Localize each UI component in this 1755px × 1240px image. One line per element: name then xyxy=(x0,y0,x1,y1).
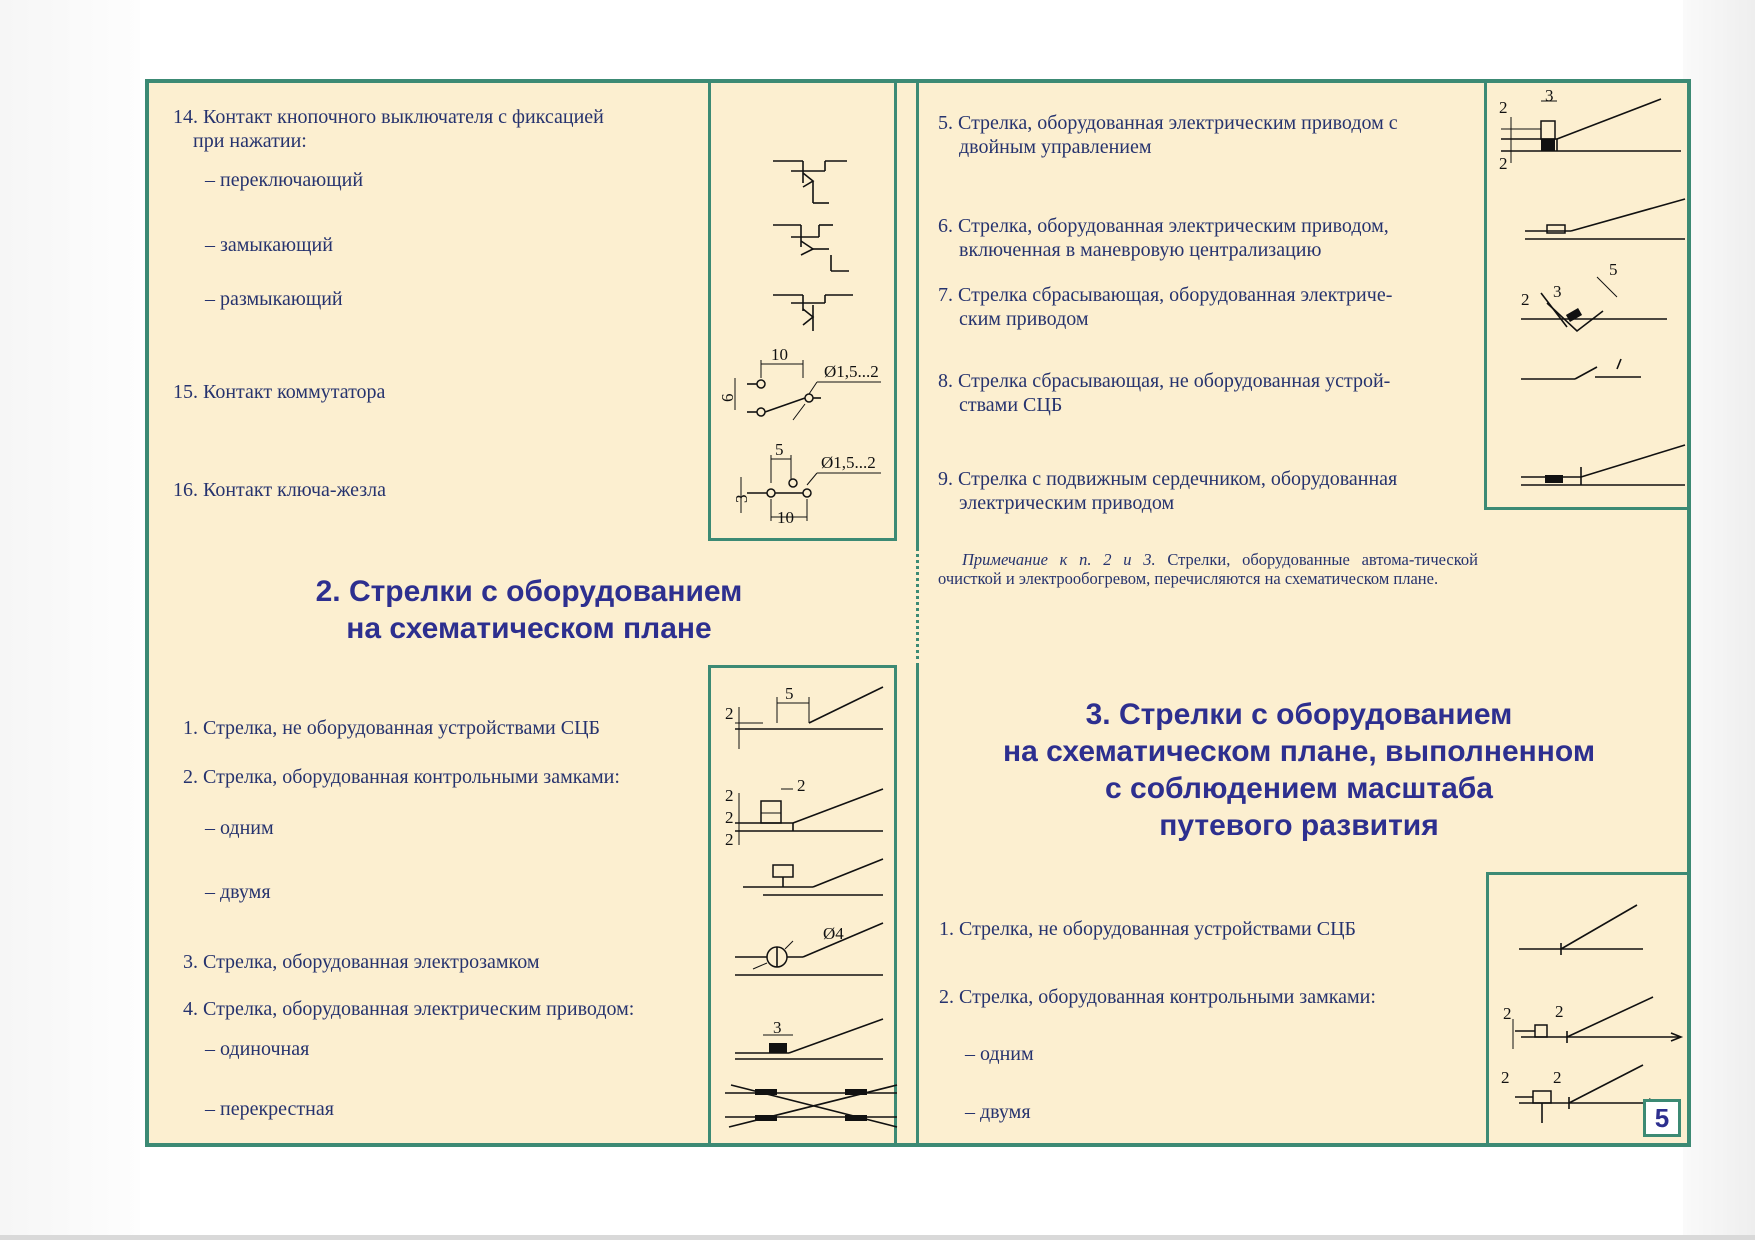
scaled-two-locks-label: – двумя xyxy=(965,1101,1031,1123)
lock1-dim-2b: 2 xyxy=(725,786,734,805)
scaled-lock2-dim-2b: 2 xyxy=(1553,1068,1562,1087)
derailer-drive-symbol xyxy=(1517,255,1687,330)
switching-contact-symbol xyxy=(773,157,863,207)
scaled-one-lock-label: – одним xyxy=(965,1043,1034,1065)
derailer-no-scb-symbol xyxy=(1521,355,1661,395)
item-7-line-1: 7. Стрелка сбрасывающая, оборудованная электриче- xyxy=(938,284,1393,306)
dim-3-label: 3 xyxy=(732,494,751,503)
switch-no-scb-label: 1. Стрелка, не оборудованная устройствами СЦБ xyxy=(183,717,601,739)
item-7-line-2: ским приводом xyxy=(959,308,1089,330)
two-locks-switch-symbol xyxy=(723,855,893,905)
switch1-dim-2: 2 xyxy=(725,704,734,723)
double-control-drive-symbol xyxy=(1497,86,1687,173)
section-2-title-line-1: 2. Стрелки с оборудованием xyxy=(315,575,743,608)
item-14-line-2: при нажатии: xyxy=(193,130,307,152)
item-5-line-2: двойным управлением xyxy=(959,136,1152,158)
switch1-dim-5: 5 xyxy=(785,684,794,703)
column-divider-bottom xyxy=(916,667,919,1147)
shunting-drive-symbol xyxy=(1521,197,1691,247)
double-drive-dim-3: 3 xyxy=(1545,86,1554,105)
document-page xyxy=(145,79,1691,1147)
switch-no-scb-symbol xyxy=(723,683,893,753)
one-lock-label: – одним xyxy=(205,817,274,839)
section-3-title-line-4: путевого развития xyxy=(1159,809,1439,842)
section-2-title xyxy=(269,573,789,647)
scaled-one-lock-symbol xyxy=(1501,995,1687,1055)
dim-6-label: 6 xyxy=(718,393,737,402)
electric-lock-dia: Ø4 xyxy=(823,924,844,943)
cross-drive-label: – перекрестная xyxy=(205,1098,334,1120)
derailer-dim-5: 5 xyxy=(1609,260,1618,279)
item-8-line-2: ствами СЦБ xyxy=(959,394,1063,416)
item-8-line-1: 8. Стрелка сбрасывающая, не оборудованная устрой- xyxy=(938,370,1391,392)
item-6-line-1: 6. Стрелка, оборудованная электрическим приводом, xyxy=(938,215,1389,237)
page-number: 5 xyxy=(1643,1099,1681,1137)
page-left-margin xyxy=(0,0,140,1240)
lock1-dim-2d: 2 xyxy=(725,830,734,849)
closing-contact-symbol xyxy=(773,221,873,277)
single-drive-switch-symbol xyxy=(723,1015,893,1065)
item-5-line-1: 5. Стрелка, оборудованная электрическим приводом с xyxy=(938,112,1398,134)
closing-contact-label: – замыкающий xyxy=(205,234,333,256)
derailer-dim-2: 2 xyxy=(1521,290,1530,309)
page-bottom-edge xyxy=(0,1235,1755,1240)
switch-electric-lock-label: 3. Стрелка, оборудованная электрозамком xyxy=(183,951,540,973)
scaled-lock2-dim-2a: 2 xyxy=(1501,1068,1510,1087)
note-paragraph xyxy=(938,550,1478,588)
section-2-title-line-2: на схематическом плане xyxy=(346,612,712,645)
dim-10-label: 10 xyxy=(771,345,788,364)
page-right-margin xyxy=(1683,0,1755,1240)
scaled-switch-locks-label: 2. Стрелка, оборудованная контрольными замками: xyxy=(939,986,1376,1008)
switch-electric-drive-label: 4. Стрелка, оборудованная электрическим приводом: xyxy=(183,998,635,1020)
staff-key-contact-symbol xyxy=(717,440,897,533)
movable-frog-drive-symbol xyxy=(1521,443,1691,493)
switching-contact-label: – переключающий xyxy=(205,169,364,191)
lock1-dim-2a: 2 xyxy=(797,776,806,795)
derailer-dim-3: 3 xyxy=(1553,282,1562,301)
single-drive-dim-3: 3 xyxy=(773,1018,782,1037)
opening-contact-symbol xyxy=(773,291,873,341)
item-9-line-2: электрическим приводом xyxy=(959,492,1175,514)
column-divider-top xyxy=(916,79,919,547)
section-3-title xyxy=(949,696,1649,844)
scaled-switch-no-scb-symbol xyxy=(1519,903,1659,963)
dim-10-label-2: 10 xyxy=(777,508,794,527)
note-label: Примечание к п. 2 и 3. xyxy=(962,550,1156,569)
column-divider-dotted xyxy=(916,547,919,667)
diameter-label: Ø1,5...2 xyxy=(824,362,879,381)
cross-drive-switch-symbol xyxy=(721,1083,901,1131)
single-drive-label: – одиночная xyxy=(205,1038,310,1060)
item-16-label: 16. Контакт ключа-жезла xyxy=(173,479,387,501)
scaled-lock1-dim-2b: 2 xyxy=(1555,1002,1564,1021)
item-9-line-1: 9. Стрелка с подвижным сердечником, оборудованная xyxy=(938,468,1398,490)
lock1-dim-2c: 2 xyxy=(725,808,734,827)
electric-lock-switch-symbol xyxy=(723,919,893,981)
diameter-label-2: Ø1,5...2 xyxy=(821,453,876,472)
section-3-title-line-1: 3. Стрелки с оборудованием xyxy=(1085,698,1513,731)
switch-control-locks-label: 2. Стрелка, оборудованная контрольными замками: xyxy=(183,766,620,788)
double-drive-dim-2a: 2 xyxy=(1499,98,1508,117)
note-text: Стрелки, оборудованные автома-тической очисткой и электрообогревом, перечисляются на схематическом плане. xyxy=(938,550,1479,588)
commutator-contact-symbol xyxy=(717,345,897,423)
opening-contact-label: – размыкающий xyxy=(205,288,343,310)
one-lock-switch-symbol xyxy=(723,773,893,849)
scaled-switch-no-scb-label: 1. Стрелка, не оборудованная устройствами СЦБ xyxy=(939,918,1357,940)
section-3-title-line-3: с соблюдением масштаба xyxy=(1105,772,1493,805)
double-drive-dim-2b: 2 xyxy=(1499,154,1508,173)
item-15-label: 15. Контакт коммутатора xyxy=(173,381,386,403)
scaled-lock1-dim-2a: 2 xyxy=(1503,1004,1512,1023)
two-locks-label: – двумя xyxy=(205,881,271,903)
section-3-title-line-2: на схематическом плане, выполненном xyxy=(1002,735,1596,768)
item-14-line-1: 14. Контакт кнопочного выключателя с фиксацией xyxy=(173,106,604,128)
item-6-line-2: включенная в маневровую централизацию xyxy=(959,239,1322,261)
dim-5-label: 5 xyxy=(775,440,784,459)
